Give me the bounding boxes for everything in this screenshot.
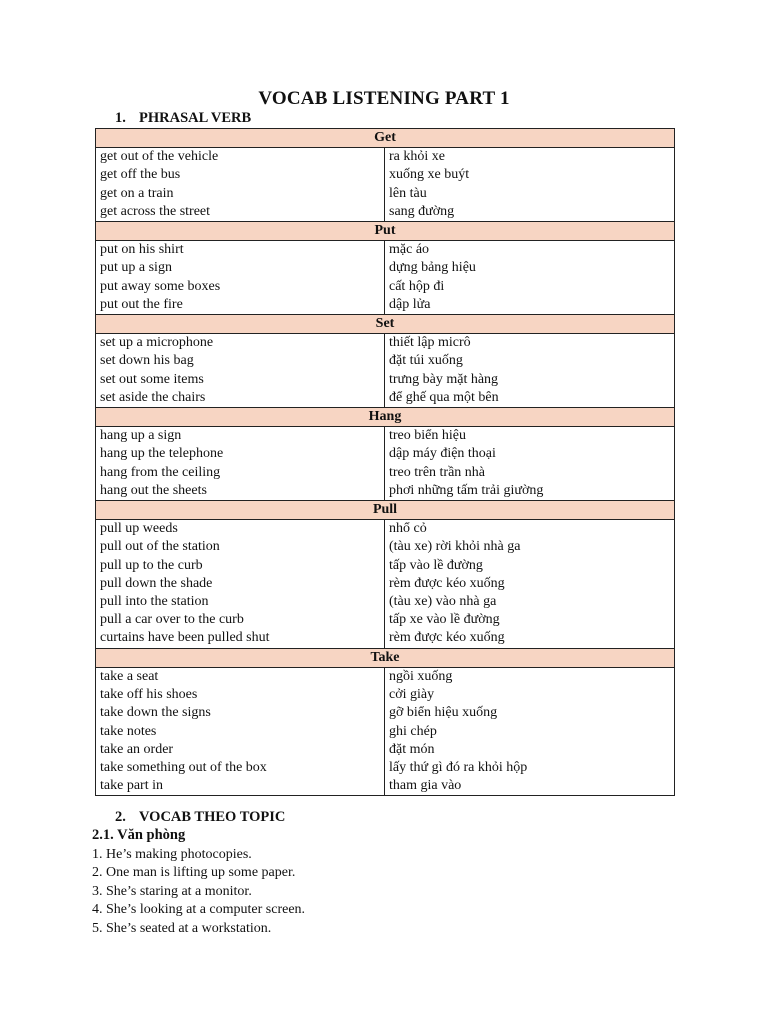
vietnamese-meaning: xuống xe buýt [389, 167, 470, 183]
english-column [96, 520, 385, 648]
list-item: 5. She’s seated at a workstation. [92, 920, 272, 936]
vietnamese-meaning: (tàu xe) vào nhà ga [389, 594, 497, 610]
group-header-row [96, 315, 675, 334]
vietnamese-meaning: sang đường [389, 203, 455, 219]
english-column [96, 241, 385, 315]
vietnamese-meaning: tấp xe vào lề đường [389, 612, 500, 628]
vietnamese-meaning: rèm được kéo xuống [389, 630, 505, 646]
english-column [96, 148, 385, 222]
table-row [96, 148, 675, 222]
vietnamese-meaning: mặc áo [389, 242, 430, 258]
english-phrase: pull up to the curb [100, 557, 203, 573]
english-phrase: take notes [100, 723, 157, 739]
section-number: 2. [115, 809, 126, 825]
sentence-list [92, 846, 305, 938]
english-phrase: hang up a sign [100, 428, 182, 444]
english-phrase: get on a train [100, 185, 174, 201]
english-phrase: put on his shirt [100, 242, 184, 258]
group-header-row [96, 408, 675, 427]
english-phrase: hang up the telephone [100, 446, 224, 462]
vietnamese-column [385, 520, 675, 648]
english-phrase: curtains have been pulled shut [100, 630, 270, 646]
group-header: Take [96, 648, 675, 667]
english-phrase: set aside the chairs [100, 389, 206, 405]
vietnamese-meaning: gỡ biển hiệu xuống [389, 705, 498, 721]
english-phrase: take an order [100, 741, 174, 757]
table-row [96, 334, 675, 408]
english-phrase: pull down the shade [100, 575, 213, 591]
subsection-heading: 2.1. Văn phòng [92, 827, 186, 843]
vietnamese-meaning: dựng bảng hiệu [389, 260, 476, 276]
section-number: 1. [115, 110, 126, 126]
vietnamese-meaning: tấp vào lề đường [389, 557, 483, 573]
english-phrase: get off the bus [100, 167, 181, 183]
vietnamese-meaning: đặt túi xuống [389, 353, 463, 369]
section-label: VOCAB THEO TOPIC [139, 809, 286, 825]
english-phrase: take down the signs [100, 705, 211, 721]
group-header-row [96, 222, 675, 241]
group-header: Hang [96, 408, 675, 427]
vietnamese-meaning: ghi chép [389, 723, 437, 739]
english-phrase: pull a car over to the curb [100, 612, 244, 628]
vietnamese-meaning: phơi những tấm trải giường [389, 482, 544, 498]
english-phrase: put up a sign [100, 260, 172, 276]
vietnamese-column [385, 667, 675, 795]
group-header-row [96, 501, 675, 520]
vietnamese-meaning: (tàu xe) rời khỏi nhà ga [389, 539, 521, 555]
english-phrase: take a seat [100, 668, 159, 684]
section-heading-vocab-topic [115, 809, 285, 826]
vietnamese-meaning: lên tàu [389, 185, 427, 201]
vietnamese-column [385, 427, 675, 501]
vietnamese-meaning: cất hộp đi [389, 278, 445, 294]
vietnamese-column [385, 241, 675, 315]
table-row [96, 667, 675, 795]
phrasal-verb-table [95, 128, 675, 796]
group-header: Pull [96, 501, 675, 520]
vietnamese-meaning: ngồi xuống [389, 668, 453, 684]
group-header: Get [96, 129, 675, 148]
english-phrase: set up a microphone [100, 335, 214, 351]
table-row [96, 427, 675, 501]
vietnamese-column [385, 334, 675, 408]
vietnamese-meaning: tham gia vào [389, 778, 462, 794]
vietnamese-meaning: dập máy điện thoại [389, 446, 496, 462]
vietnamese-meaning: cởi giày [389, 687, 435, 703]
group-header-row [96, 648, 675, 667]
table-row [96, 520, 675, 648]
vietnamese-column [385, 148, 675, 222]
english-phrase: take part in [100, 778, 163, 794]
vietnamese-meaning: đặt món [389, 741, 435, 757]
english-phrase: take off his shoes [100, 687, 198, 703]
english-phrase: get across the street [100, 203, 211, 219]
english-phrase: take something out of the box [100, 759, 267, 775]
section-heading-phrasal-verb [115, 110, 251, 127]
document-title: VOCAB LISTENING PART 1 [258, 88, 510, 109]
english-phrase: put away some boxes [100, 278, 221, 294]
english-column [96, 427, 385, 501]
english-phrase: hang out the sheets [100, 482, 207, 498]
vietnamese-meaning: lấy thứ gì đó ra khỏi hộp [389, 759, 528, 775]
list-item: 4. She’s looking at a computer screen. [92, 902, 306, 918]
group-header-row [96, 129, 675, 148]
list-item: 2. One man is lifting up some paper. [92, 865, 296, 881]
english-phrase: set out some items [100, 371, 204, 387]
english-column [96, 667, 385, 795]
english-phrase: put out the fire [100, 296, 183, 312]
english-phrase: pull out of the station [100, 539, 220, 555]
vietnamese-meaning: treo biển hiệu [389, 428, 466, 444]
group-header: Set [96, 315, 675, 334]
table-row [96, 241, 675, 315]
vietnamese-meaning: để ghế qua một bên [389, 389, 499, 405]
list-item: 1. He’s making photocopies. [92, 847, 252, 862]
english-phrase: pull up weeds [100, 521, 178, 537]
group-header: Put [96, 222, 675, 241]
list-item: 3. She’s staring at a monitor. [92, 883, 252, 899]
english-phrase: pull into the station [100, 594, 209, 610]
vietnamese-meaning: ra khỏi xe [389, 149, 445, 165]
english-phrase: hang from the ceiling [100, 464, 221, 480]
english-phrase: set down his bag [100, 353, 194, 369]
vietnamese-meaning: treo trên trần nhà [389, 464, 486, 480]
vietnamese-meaning: rèm được kéo xuống [389, 575, 505, 591]
vietnamese-meaning: trưng bày mặt hàng [389, 371, 499, 387]
english-phrase: get out of the vehicle [100, 149, 219, 165]
vietnamese-meaning: nhổ cỏ [389, 521, 427, 537]
vietnamese-meaning: thiết lập micrô [389, 335, 471, 351]
english-column [96, 334, 385, 408]
section-label: PHRASAL VERB [139, 110, 252, 126]
vietnamese-meaning: dập lửa [389, 296, 431, 312]
